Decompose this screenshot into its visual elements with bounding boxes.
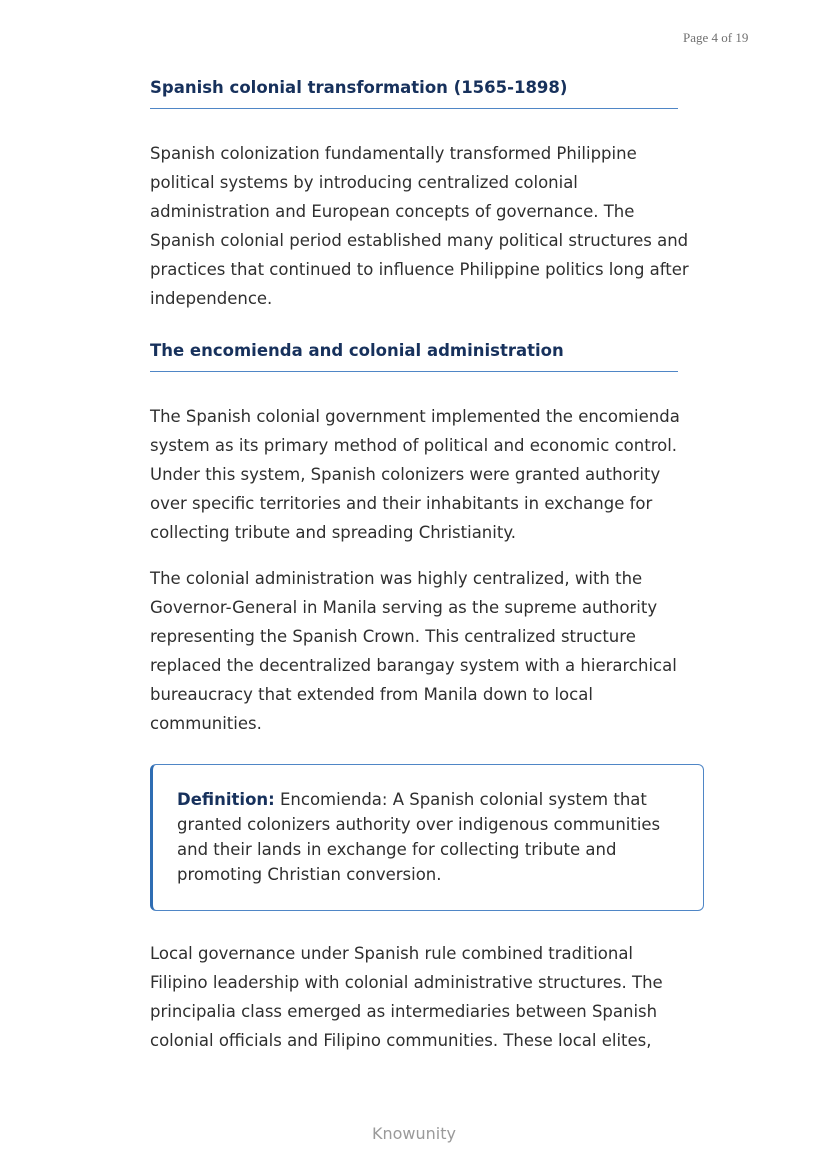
paragraph-local-governance: Local governance under Spanish rule combined traditional Filipino leadership with colonial administrative structures. The principalia class emerged as intermediaries between Spanish colonial officials and Filipino communities. These local elites, — [150, 944, 663, 1050]
paragraph-encomienda-system: The Spanish colonial government implemented the encomienda system as its primary method of political and economic control. Under this system, Spanish colonizers were granted authority over specific territories and their inhabitants in exchange for collecting tribute and spreading Christianity. — [150, 407, 680, 542]
definition-body: Encomienda: A Spanish colonial system that granted colonizers authority over indigenous communities and their lands in exchange for collecting tribute and promoting Christian conversion. — [177, 790, 661, 884]
paragraph-spanish-colonization: Spanish colonization fundamentally transformed Philippine political systems by introducing centralized colonial administration and European concepts of governance. The Spanish colonial period established many political structures and practices that continued to influence Philippine politics long after independence. — [150, 144, 689, 308]
definition-term-label: Definition: — [177, 790, 275, 809]
section-heading-encomienda: The encomienda and colonial administration — [150, 341, 678, 372]
footer-brand: Knowunity — [372, 1124, 456, 1143]
section-heading-spanish-colonial: Spanish colonial transformation (1565-1898) — [150, 78, 678, 109]
definition-text — [177, 787, 679, 887]
paragraph-colonial-administration: The colonial administration was highly centralized, with the Governor-General in Manila serving as the supreme authority representing the Spanish Crown. This centralized structure replaced the decentralized barangay system with a hierarchical bureaucracy that extended from Manila down to local communities. — [150, 569, 677, 733]
page-number: Page 4 of 19 — [683, 30, 749, 45]
definition-box — [150, 764, 704, 911]
